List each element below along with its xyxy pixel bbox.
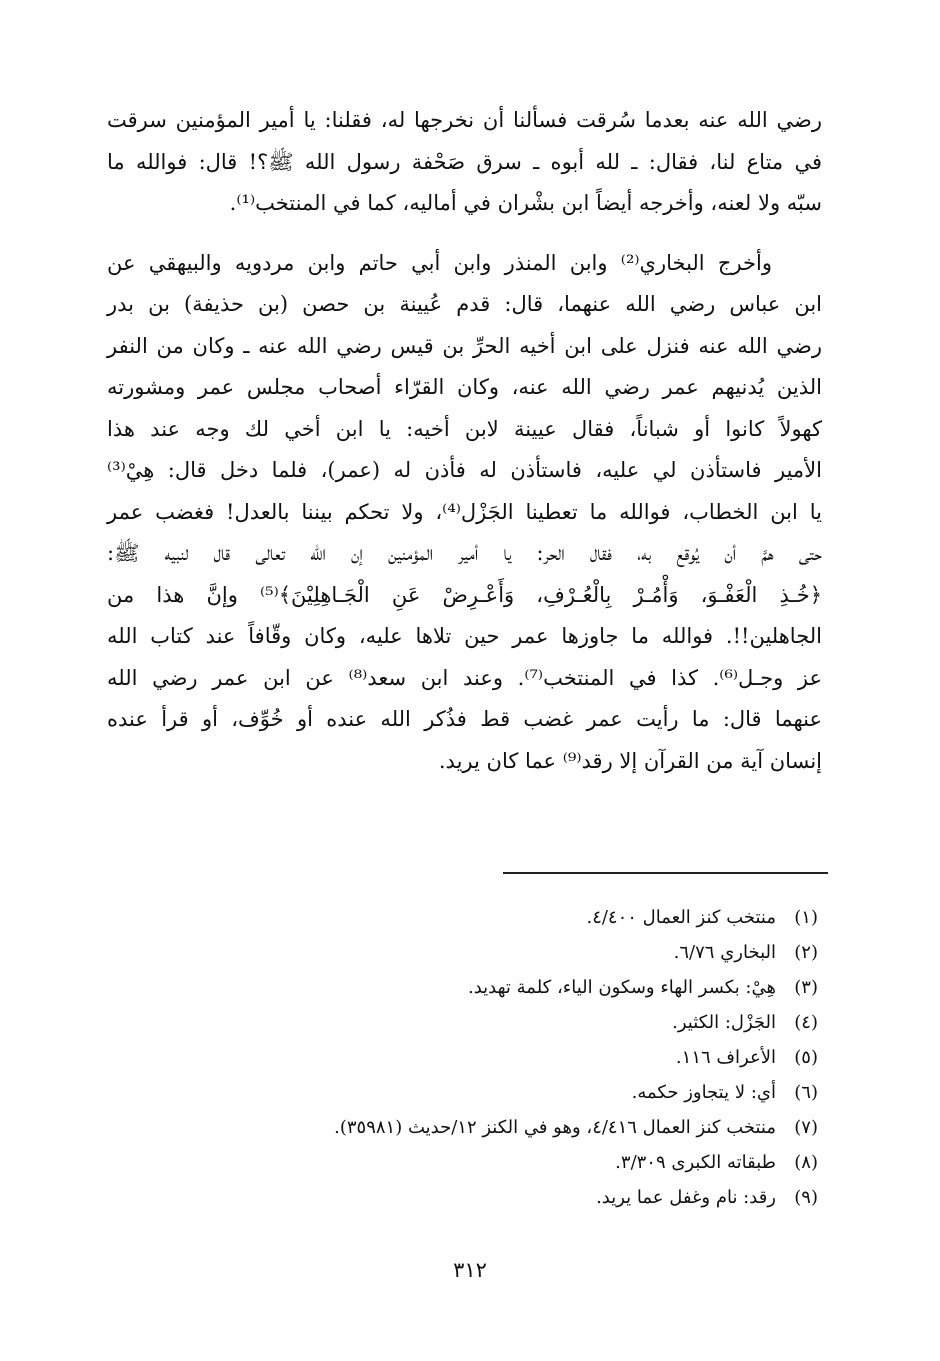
- text-line: كهولاً كانوا أو شباناً، فقال عيينة لابن أخيه: يا ابن أخي لك وجه عند هذا: [107, 416, 822, 441]
- paragraph-2: [107, 243, 822, 783]
- text-line: الذين يُدنيهم عمر رضي الله عنه، وكان القرّاء أصحاب مجلس عمر ومشورته: [107, 375, 822, 399]
- paragraph-1: [107, 100, 822, 225]
- text-line: وأخرج البخاري⁽²⁾ وابن المنذر وابن أبي حاتم وابن مردويه والبيهقي عن: [107, 250, 772, 275]
- footnote-number: (٤): [794, 1012, 818, 1033]
- footnote-text: الجَزْل: الكثير.: [672, 1012, 776, 1033]
- text-line: إنسان آية من القرآن إلا رقد⁽⁹⁾ عما كان يريد.: [438, 748, 822, 773]
- footnote: [178, 970, 818, 1005]
- text-line: الجاهلين!!. فوالله ما جاوزها عمر حين تلاها عليه، وكان وقّافاً عند كتاب الله: [107, 624, 822, 648]
- quran-verse-line: ﴿خُـذِ الْعَفْـوَ، وَأْمُـرْ بِالْعُـرْفِ، وَأَعْـرِضْ عَنِ الْجَـاهِلِيْنَ﴾⁽⁵⁾ وإنَّ هذا من: [107, 582, 822, 607]
- footnote: [178, 1180, 818, 1215]
- footnote: [178, 935, 818, 970]
- footnote-text: أي: لا يتجاوز حكمه.: [631, 1082, 776, 1103]
- footnote-number: (٩): [794, 1187, 818, 1208]
- footnote-number: (٣): [794, 977, 818, 998]
- footnote-number: (٧): [794, 1117, 818, 1138]
- footnotes-list: [178, 900, 818, 1215]
- footnote-text: منتخب كنز العمال ٤/٤٠٠.: [586, 907, 776, 928]
- text-line: يا ابن الخطاب، فوالله ما تعطينا الجَزْل⁽⁴⁾، ولا تحكم بيننا بالعدل! فغضب عمر: [107, 499, 822, 524]
- page-number: ٣١٢: [453, 1258, 487, 1282]
- text-line: رضي الله عنه فنزل على ابن أخيه الحرِّ بن قيس رضي الله عنه ـ وكان من النفر: [107, 333, 822, 358]
- footnote: [178, 1005, 818, 1040]
- footnote: [178, 1110, 818, 1145]
- footnote-number: (٦): [794, 1082, 818, 1103]
- footnote-text: منتخب كنز العمال ٤/٤١٦، وهو في الكنز ١٢/حديث (٣٥٩٨١).: [334, 1117, 776, 1138]
- text-line: عز وجـل⁽⁶⁾. كذا في المنتخب⁽⁷⁾. وعند ابن سعد⁽⁸⁾ عن ابن عمر رضي الله: [107, 665, 822, 690]
- footnote: [178, 900, 818, 935]
- footnote: [178, 1075, 818, 1110]
- footnote-text: طبقاته الكبرى ٣/٣٠٩.: [615, 1152, 776, 1173]
- text-line: حتى همَّ أن يُوقع به، فقال الحر: يا أمير المؤمنين إن الله تعالى قال لنبيه ﷺ:: [107, 541, 822, 565]
- main-text: [107, 100, 822, 782]
- footnote-separator: [503, 872, 828, 874]
- text-line: سبّه ولا لعنه، وأخرجه أيضاً ابن بشْران في أماليه، كما في المنتخب⁽¹⁾.: [229, 191, 822, 215]
- text-line: عنهما قال: ما رأيت عمر غضب قط فذُكر الله عنده أو خُوِّف، أو قرأ عنده: [107, 707, 822, 731]
- text-line: في متاع لنا، فقال: ـ لله أبوه ـ سرق صَحْفة رسول الله ﷺ؟! قال: فوالله ما: [107, 149, 822, 174]
- footnote-text: هِيْ: بكسر الهاء وسكون الياء، كلمة تهديد.: [468, 977, 776, 998]
- footnote-text: البخاري ٦/٧٦.: [673, 942, 776, 963]
- footnote-text: رقد: نام وغفل عما يريد.: [596, 1187, 776, 1208]
- footnote: [178, 1040, 818, 1075]
- text-line: الأمير فاستأذن لي عليه، فاستأذن له فأذن له (عمر)، فلما دخل قال: هِيْ⁽³⁾: [107, 458, 822, 482]
- footnote-number: (٨): [794, 1152, 818, 1173]
- footnote: [178, 1145, 818, 1180]
- text-line: ابن عباس رضي الله عنهما، قال: قدم عُيينة بن حصن (بن حذيفة) بن بدر: [107, 292, 822, 316]
- footnote-number: (١): [794, 907, 818, 928]
- text-line: رضي الله عنه بعدما سُرقت فسألنا أن نخرجها له، فقلنا: يا أمير المؤمنين سرقت: [107, 108, 822, 132]
- footnote-number: (٢): [794, 942, 818, 963]
- footnote-number: (٥): [794, 1047, 818, 1068]
- footnote-text: الأعراف ١١٦.: [675, 1047, 776, 1068]
